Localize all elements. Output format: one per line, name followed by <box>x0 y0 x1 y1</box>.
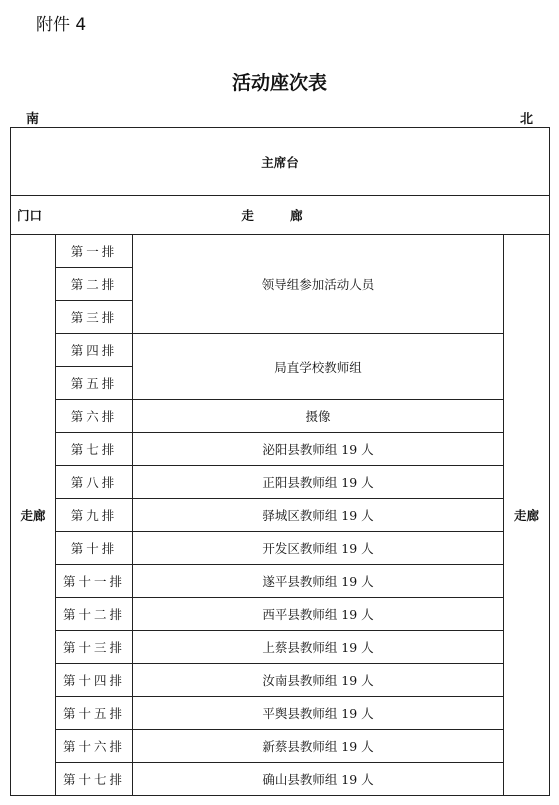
table-row <box>11 235 550 268</box>
direction-south: 南 <box>26 112 40 127</box>
table-row <box>11 730 550 763</box>
row-label: 第十二排 <box>56 598 133 631</box>
right-corridor-cell: 走廊 <box>504 235 550 796</box>
row-label: 第二排 <box>56 268 133 301</box>
table-row <box>11 400 550 433</box>
door-label: 门口 <box>17 208 43 223</box>
row-label: 第十排 <box>56 532 133 565</box>
row-label: 第九排 <box>56 499 133 532</box>
group-cell: 平舆县教师组 19 人 <box>133 697 504 730</box>
row-label: 第十三排 <box>56 631 133 664</box>
direction-north: 北 <box>520 112 534 127</box>
group-cell: 领导组参加活动人员 <box>133 235 504 334</box>
group-cell: 上蔡县教师组 19 人 <box>133 631 504 664</box>
left-corridor-cell: 走廊 <box>11 235 56 796</box>
table-row <box>11 631 550 664</box>
table-row <box>11 598 550 631</box>
stage-cell: 主席台 <box>11 128 550 196</box>
seating-table <box>10 127 550 796</box>
front-corridor-label: 走 廊 <box>241 208 319 223</box>
group-cell: 确山县教师组 19 人 <box>133 763 504 796</box>
table-row <box>11 697 550 730</box>
group-cell: 遂平县教师组 19 人 <box>133 565 504 598</box>
table-row <box>11 532 550 565</box>
table-row <box>11 664 550 697</box>
group-cell: 泌阳县教师组 19 人 <box>133 433 504 466</box>
row-label: 第四排 <box>56 334 133 367</box>
group-cell: 驿城区教师组 19 人 <box>133 499 504 532</box>
row-label: 第三排 <box>56 301 133 334</box>
row-label: 第一排 <box>56 235 133 268</box>
row-label: 第六排 <box>56 400 133 433</box>
row-label: 第十一排 <box>56 565 133 598</box>
table-row <box>11 433 550 466</box>
row-label: 第七排 <box>56 433 133 466</box>
row-label: 第五排 <box>56 367 133 400</box>
group-cell: 正阳县教师组 19 人 <box>133 466 504 499</box>
row-label: 第八排 <box>56 466 133 499</box>
door-row <box>11 196 550 235</box>
row-label: 第十四排 <box>56 664 133 697</box>
row-label: 第十六排 <box>56 730 133 763</box>
table-row <box>11 565 550 598</box>
table-row <box>11 466 550 499</box>
door-corridor-cell <box>11 196 550 235</box>
group-cell: 局直学校教师组 <box>133 334 504 400</box>
group-cell: 摄像 <box>133 400 504 433</box>
group-cell: 新蔡县教师组 19 人 <box>133 730 504 763</box>
attachment-label: 附件 4 <box>36 15 87 35</box>
table-row <box>11 334 550 367</box>
group-cell: 汝南县教师组 19 人 <box>133 664 504 697</box>
table-row <box>11 763 550 796</box>
group-cell: 西平县教师组 19 人 <box>133 598 504 631</box>
group-cell: 开发区教师组 19 人 <box>133 532 504 565</box>
page-title: 活动座次表 <box>231 72 327 94</box>
row-label: 第十五排 <box>56 697 133 730</box>
table-row <box>11 499 550 532</box>
row-label: 第十七排 <box>56 763 133 796</box>
stage-row <box>11 128 550 196</box>
